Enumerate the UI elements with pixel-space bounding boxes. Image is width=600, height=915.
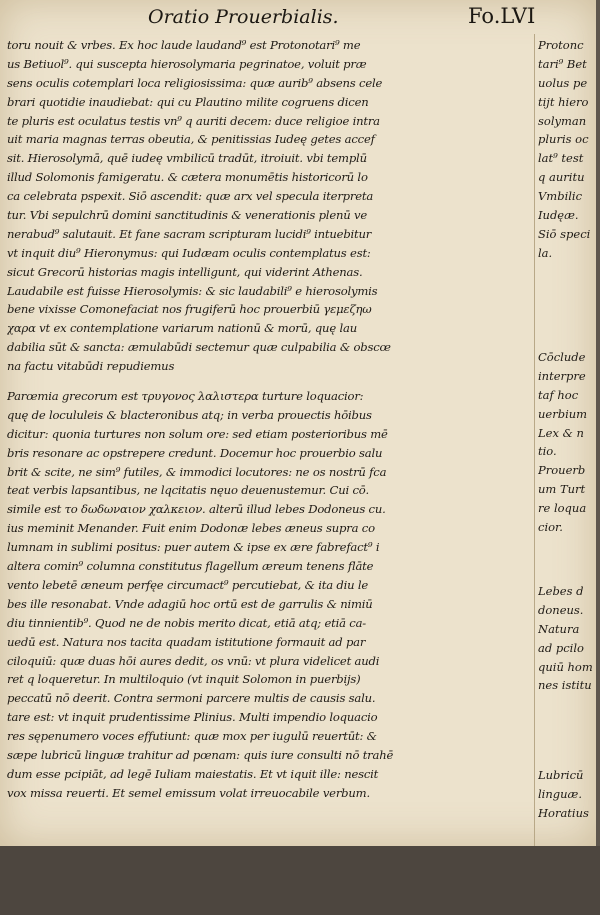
margin-note-line: Horatius bbox=[538, 805, 589, 820]
text-line: Parœmia grecorum est τρυγονος λαλιστερα turture loquacior: bbox=[7, 389, 364, 404]
text-line: diu tinnientib⁹. Quod ne de nobis merito dicat, etiā atq; etiā ca- bbox=[7, 615, 367, 630]
margin-note-line: tijt hiero bbox=[538, 94, 589, 109]
margin-note-line: Iudęæ. bbox=[538, 208, 579, 223]
text-line: toru nouit & vrbes. Ex hoc laude laudand⁹ est Protonotari⁹ me bbox=[7, 38, 361, 52]
text-line: ciloquiū: quæ duas hōi aures dedit, os vnū: vt plura videlicet audi bbox=[7, 653, 380, 668]
folio-number: Fo.LVI bbox=[468, 4, 536, 28]
running-title: Oratio Prouerbialis. bbox=[148, 6, 339, 28]
paragraph-gap bbox=[7, 376, 529, 387]
text-line: te pluris est oculatus testis vn⁹ q auriti decem: duce religioe intra bbox=[7, 113, 380, 128]
text-line: res sępenumero voces effutiunt: quæ mox per iugulū reuertūt: & bbox=[7, 729, 377, 744]
scan-background bbox=[0, 846, 600, 915]
margin-note-line: lat⁹ test bbox=[538, 151, 584, 166]
text-line: dabilia sūt & sancta: æmulabūdi sectemur quæ culpabilia & obscœ bbox=[7, 340, 391, 355]
text-line: dum esse pcipiāt, ad legē Iuliam maiestatis. Et vt iquit ille: nescit bbox=[7, 766, 379, 781]
text-line: na factu vitabūdi repudiemus bbox=[7, 359, 175, 374]
margin-note-line: cior. bbox=[538, 520, 563, 535]
margin-note-line: uerbium bbox=[538, 406, 588, 421]
margin-note-line: la. bbox=[538, 245, 553, 260]
text-line: sens oculis cotemplari loca religiosissima: quæ aurib⁹ absens cele bbox=[7, 75, 383, 90]
margin-note-line: q auritu bbox=[538, 170, 585, 185]
text-line: simile est το δωδωναιον χαλκειον. alterū illud lebes Dodoneus cu. bbox=[7, 502, 386, 517]
text-line: ca celebrata pspexit. Siō ascendit: quæ arx vel specula iterpreta bbox=[7, 189, 374, 204]
margin-note-line: Lubricū bbox=[538, 768, 584, 782]
margin-note bbox=[538, 766, 598, 823]
text-line: uedū est. Natura nos tacita quadam istitutione formauit ad par bbox=[7, 634, 366, 649]
margin-note bbox=[538, 348, 598, 537]
text-line: vox missa reuerti. Et semel emissum volat irreuocabile verbum. bbox=[7, 785, 370, 800]
text-line: quę de locululeis & blacteronibus atq; in verba prouectis hōibus bbox=[7, 407, 372, 422]
margin-note-line: interpre bbox=[538, 368, 586, 383]
text-line: bene vixisse Comonefaciat nos frugiferū hoc prouerbiū γεμεζηω bbox=[7, 302, 372, 317]
text-line: teat verbis lapsantibus, ne lqcitatis nęuo deuenustemur. Cui cō. bbox=[7, 483, 370, 498]
text-line: ius meminit Menander. Fuit enim Dodonæ lebes æneus supra co bbox=[7, 521, 375, 536]
margin-note-line: um Turt bbox=[538, 482, 586, 497]
margin-note-line: Siō speci bbox=[538, 226, 591, 241]
margin-note-line: tari⁹ Bet bbox=[538, 56, 587, 71]
margin-note-line: taf hoc bbox=[538, 387, 579, 402]
text-line: altera comin⁹ columna constitutus flagellum æreum tenens flāte bbox=[7, 559, 374, 574]
margin-note-line: pluris oc bbox=[538, 132, 589, 147]
text-line: nerabud⁹ salutauit. Et fane sacram scripturam lucidi⁹ intuebitur bbox=[7, 226, 372, 241]
margin-note-line: tio. bbox=[538, 444, 557, 459]
running-header bbox=[0, 2, 596, 34]
margin-note-line: Vmbilic bbox=[538, 189, 583, 204]
text-line: χαρα vt ex contemplatione variarum nationū & morū, quę lau bbox=[7, 321, 357, 336]
margin-note-line: Natura bbox=[538, 621, 580, 636]
text-line: vento lebetē æneum perfęe circumact⁹ percutiebat, & ita diu le bbox=[7, 577, 369, 592]
main-text-block bbox=[7, 36, 529, 803]
margin-note-line: Protonc bbox=[538, 38, 584, 52]
margin-note-line: uolus pe bbox=[538, 75, 588, 90]
text-line: peccatū nō deerit. Contra sermoni parcere multis de causis salu. bbox=[7, 691, 376, 706]
text-line: brari quotidie inaudiebat: qui cu Plautino milite cogruens dicen bbox=[7, 94, 369, 109]
text-line: brit & scite, ne sim⁹ futiles, & immodici locutores: ne os nostrū fca bbox=[7, 464, 387, 479]
text-line: tare est: vt inquit prudentissime Plinius. Multi impendio loquacio bbox=[7, 710, 378, 725]
text-line: Laudabile est fuisse Hierosolymis: & sic laudabili⁹ e hierosolymis bbox=[7, 283, 378, 298]
text-line: lumnam in sublimi positus: puer autem & ipse ex ære fabrefact⁹ i bbox=[7, 540, 380, 555]
text-line: uit maria magnas terras obeutia, & penitissias Iudeę getes accef bbox=[7, 132, 375, 147]
margin-note-line: ad pcilo bbox=[538, 640, 584, 655]
margin-note-line: quiū hom bbox=[538, 659, 593, 674]
text-line: sit. Hierosolymā, quē iudeę vmbilicū tradūt, itroiuit. vbi templū bbox=[7, 151, 367, 166]
text-line: sæpe lubricū linguæ trahitur ad pœnam: quis iure consulti nō trahē bbox=[7, 747, 394, 762]
text-line: vt inquit diu⁹ Hieronymus: qui Iudæam oculis contemplatus est: bbox=[7, 245, 371, 260]
text-line: dicitur: quonia turtures non solum ore: sed etiam posterioribus mē bbox=[7, 426, 388, 441]
text-line: bris resonare ac opstrepere credunt. Docemur hoc prouerbio salu bbox=[7, 445, 383, 460]
text-line: illud Solomonis famigeratu. & cætera monumētis historicorū lo bbox=[7, 170, 368, 185]
margin-note-line: solyman bbox=[538, 113, 587, 128]
margin-note-line: doneus. bbox=[538, 602, 584, 617]
margin-note-line: Prouerb bbox=[538, 463, 586, 478]
text-line: sicut Grecorū historias magis intelligunt, qui viderint Athenas. bbox=[7, 264, 363, 279]
text-line: ret q loqueretur. In multiloquio (vt inquit Solomon in puerbijs) bbox=[7, 672, 361, 687]
margin-note-line: Lebes d bbox=[538, 584, 584, 598]
margin-note bbox=[538, 36, 598, 263]
margin-note-line: Cōclude bbox=[538, 350, 586, 364]
margin-note-line: linguæ. bbox=[538, 786, 582, 801]
text-line: tur. Vbi sepulchrū domini sanctitudinis & venerationis plenū ve bbox=[7, 208, 368, 223]
margin-rule bbox=[534, 34, 535, 846]
margin-note-line: re loqua bbox=[538, 501, 587, 516]
text-line: us Betiuol⁹. qui suscepta hierosolymaria pegrinatoe, voluit præ bbox=[7, 56, 367, 71]
margin-note-line: nes istitu bbox=[538, 678, 592, 693]
text-line: bes ille resonabat. Vnde adagiū hoc ortū est de garrulis & nimiū bbox=[7, 596, 373, 611]
margin-note bbox=[538, 582, 598, 695]
margin-note-line: Lex & n bbox=[538, 425, 584, 440]
